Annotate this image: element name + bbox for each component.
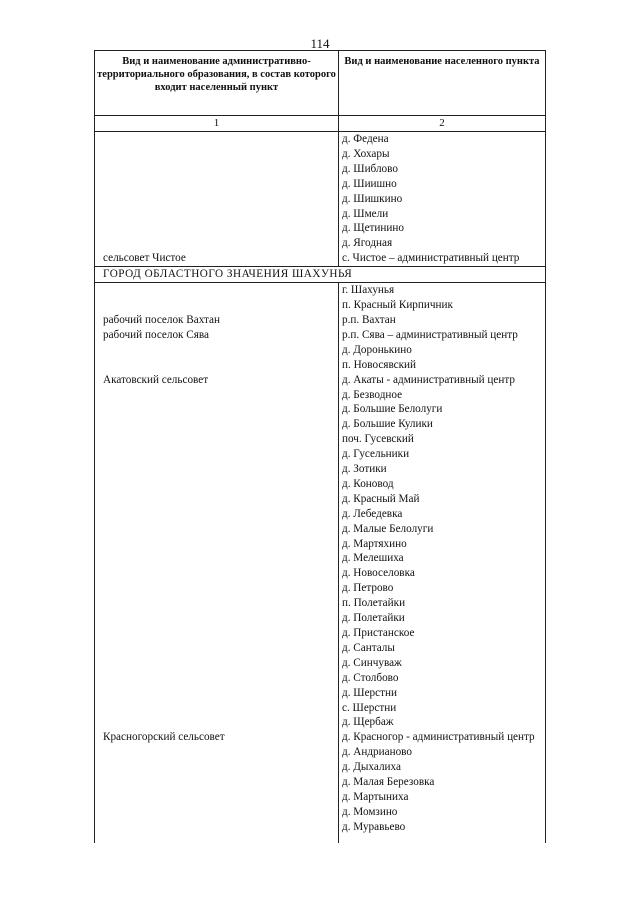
settlement-cell: д. Хохары (342, 147, 390, 160)
table-row (95, 402, 545, 417)
table-row (95, 147, 545, 162)
district-cell (95, 462, 339, 477)
district-cell (95, 447, 339, 462)
table-row (95, 596, 545, 611)
table-row (95, 388, 545, 403)
district-cell (95, 522, 339, 537)
settlements-table (94, 50, 546, 843)
settlement-cell: д. Мартыниха (342, 790, 409, 803)
table-row (95, 686, 545, 701)
table-row (95, 283, 545, 298)
district-cell (95, 581, 339, 596)
header-col2: Вид и наименование населенного пункта (344, 56, 540, 67)
settlement-cell: д. Дыхалиха (342, 761, 401, 774)
table-row (95, 236, 545, 251)
district-cell (95, 132, 339, 147)
district-cell (95, 417, 339, 432)
settlement-cell: с. Чистое – административный центр (342, 252, 520, 265)
district-cell (95, 820, 339, 835)
header-col1: Вид и наименование административно-территориального образования, в состав которого входит населенный пункт (95, 51, 339, 115)
district-cell (95, 221, 339, 236)
district-cell (95, 477, 339, 492)
settlement-cell: д. Красный Май (342, 492, 420, 505)
settlement-cell: д. Доронькино (342, 343, 412, 356)
district-cell (95, 760, 339, 775)
settlement-cell: д. Щербаж (342, 716, 394, 729)
settlement-cell: д. Коновод (342, 477, 394, 490)
district-cell (95, 566, 339, 581)
district-cell (95, 283, 339, 298)
district-cell (95, 236, 339, 251)
district-cell (95, 686, 339, 701)
settlement-cell: д. Муравьево (342, 820, 406, 833)
table-row (95, 162, 545, 177)
city-band-row: ГОРОД ОБЛАСТНОГО ЗНАЧЕНИЯ ШАХУНЬЯ (94, 266, 546, 283)
table-row (95, 373, 545, 388)
settlement-cell: поч. Гусевский (342, 433, 414, 446)
table-row (95, 251, 545, 266)
settlement-cell: д. Синчуваж (342, 656, 402, 669)
district-cell (95, 790, 339, 805)
settlement-cell: д. Лебедевка (342, 507, 403, 520)
settlement-cell: д. Большие Белолуги (342, 403, 443, 416)
district-cell (95, 432, 339, 447)
table-row (95, 730, 545, 745)
district-cell (95, 162, 339, 177)
table-row (95, 477, 545, 492)
settlement-cell: д. Большие Кулики (342, 418, 433, 431)
district-cell (95, 671, 339, 686)
settlement-cell: д. Мартяхино (342, 537, 407, 550)
district-cell (95, 402, 339, 417)
settlement-cell: г. Шахунья (342, 284, 395, 297)
settlement-cell: п. Полетайки (342, 597, 406, 610)
district-cell (95, 701, 339, 716)
table-row (95, 447, 545, 462)
table-row (95, 417, 545, 432)
table-row (95, 492, 545, 507)
district-cell (95, 626, 339, 641)
column-number-2: 2 (439, 117, 445, 129)
table-row (95, 611, 545, 626)
district-cell (95, 611, 339, 626)
district-cell (95, 805, 339, 820)
table-row (95, 132, 545, 147)
column-numbers (94, 115, 546, 132)
table-section-1 (94, 132, 546, 266)
district-cell: рабочий поселок Вахтан (103, 313, 221, 326)
settlement-cell: с. Шерстни (342, 701, 397, 714)
table-row (95, 626, 545, 641)
table-row (95, 641, 545, 656)
table-row (95, 805, 545, 820)
table-row (95, 328, 545, 343)
table-row (95, 671, 545, 686)
district-cell (95, 298, 339, 313)
table-row (95, 701, 545, 716)
table-row (95, 820, 545, 835)
table-row (95, 760, 545, 775)
table-row (95, 358, 545, 373)
settlement-cell: д. Санталы (342, 641, 395, 654)
table-row (95, 432, 545, 447)
settlement-cell: р.п. Сява – административный центр (342, 328, 518, 341)
table-row (95, 343, 545, 358)
district-cell (95, 656, 339, 671)
district-cell: Красногорский сельсовет (103, 731, 225, 744)
district-cell (95, 641, 339, 656)
settlement-cell: д. Зотики (342, 463, 387, 476)
district-cell (95, 147, 339, 162)
district-cell (95, 775, 339, 790)
district-cell (95, 745, 339, 760)
table-row (95, 790, 545, 805)
table-header (94, 50, 546, 115)
table-row (95, 745, 545, 760)
district-cell (95, 507, 339, 522)
table-row (95, 177, 545, 192)
table-row (95, 507, 545, 522)
settlement-cell: д. Столбово (342, 671, 399, 684)
table-row (95, 551, 545, 566)
settlement-cell: д. Пристанское (342, 627, 415, 639)
settlement-cell: д. Ягодная (342, 237, 393, 250)
district-cell (95, 358, 339, 373)
settlement-cell: д. Полетайки (342, 612, 405, 625)
settlement-cell: д. Малые Белолуги (342, 522, 434, 535)
table-row (95, 462, 545, 477)
table-row (95, 775, 545, 790)
district-cell: Акатовский сельсовет (103, 373, 209, 386)
settlement-cell: д. Шиблово (342, 162, 398, 175)
table-row (95, 566, 545, 581)
settlement-cell: д. Шерстни (342, 686, 397, 699)
district-cell (95, 343, 339, 358)
settlement-cell: п. Красный Кирпичник (342, 299, 453, 312)
settlement-cell: д. Безводное (342, 388, 403, 401)
settlement-cell: р.п. Вахтан (342, 313, 396, 326)
column-number-1: 1 (95, 116, 339, 131)
settlement-cell: д. Федена (342, 133, 389, 145)
district-cell (95, 715, 339, 730)
settlement-cell: д. Петрово (342, 582, 394, 595)
district-cell (95, 551, 339, 566)
district-cell (95, 207, 339, 222)
table-row (95, 656, 545, 671)
settlement-cell: д. Гусельники (342, 448, 410, 461)
table-row (95, 313, 545, 328)
settlement-cell: д. Щетинино (342, 222, 404, 235)
settlement-cell: д. Акаты - административный центр (342, 373, 515, 386)
table-row (95, 207, 545, 222)
settlement-cell: д. Малая Березовка (342, 776, 435, 789)
district-cell (95, 388, 339, 403)
page-number: 114 (310, 36, 330, 51)
table-row (95, 192, 545, 207)
settlement-cell: д. Новоселовка (342, 567, 415, 580)
table-row (95, 298, 545, 313)
settlement-cell: п. Новосявский (342, 358, 417, 371)
district-cell (95, 537, 339, 552)
district-cell (95, 492, 339, 507)
district-cell: сельсовет Чистое (103, 252, 186, 265)
table-row (95, 537, 545, 552)
settlement-cell: д. Шиишно (342, 177, 397, 190)
table-row (95, 221, 545, 236)
settlement-cell: д. Шмели (342, 207, 389, 220)
district-cell (95, 596, 339, 611)
table-row (95, 715, 545, 730)
settlement-cell: д. Шишкино (342, 192, 403, 205)
settlement-cell: д. Красногор - административный центр (342, 731, 535, 744)
district-cell (95, 192, 339, 207)
settlement-cell: д. Андрианово (342, 746, 412, 759)
district-cell: рабочий поселок Сява (103, 328, 209, 341)
district-cell (95, 177, 339, 192)
table-row (95, 581, 545, 596)
settlement-cell: д. Момзино (342, 805, 398, 818)
table-row (95, 522, 545, 537)
table-section-2 (94, 283, 546, 843)
settlement-cell: д. Мелешиха (342, 552, 404, 565)
